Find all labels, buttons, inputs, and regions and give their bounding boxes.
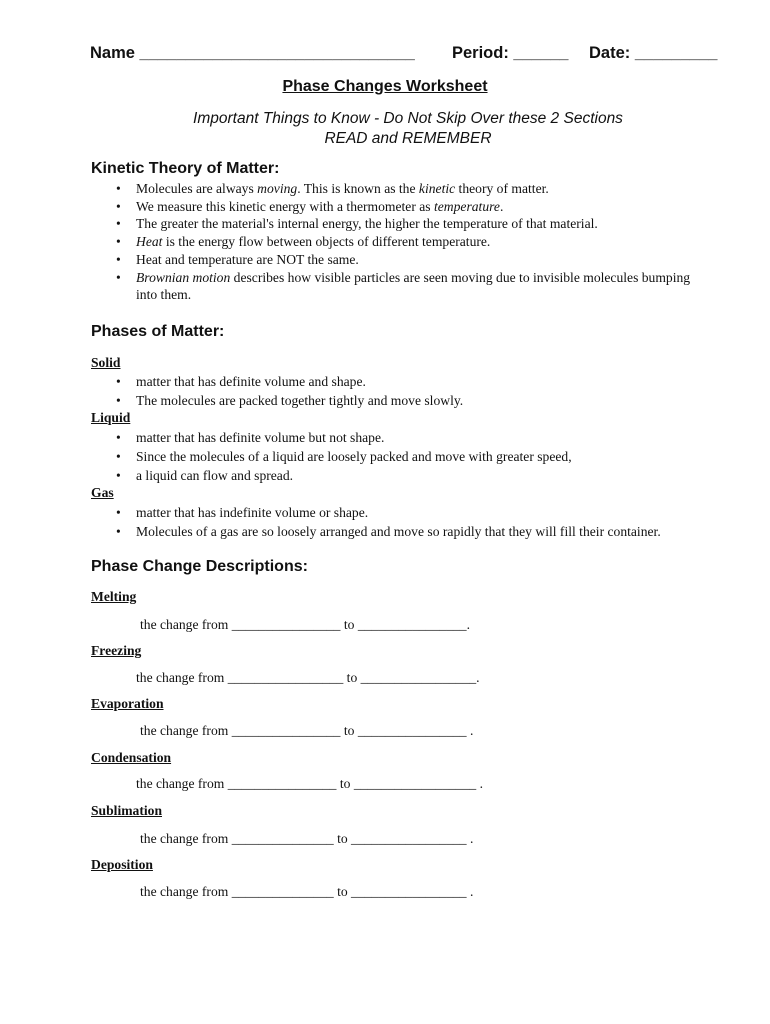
list-item: • matter that has definite volume and shape. xyxy=(90,372,463,391)
list-item: • Molecules of a gas are so loosely arranged and move so rapidly that they will fill their container. xyxy=(90,522,661,541)
sublimation-label: Sublimation xyxy=(91,803,163,818)
phases-heading: Phases of Matter: xyxy=(91,323,225,340)
freezing-label: Freezing xyxy=(91,643,142,658)
liquid-label: Liquid xyxy=(91,410,131,425)
list-item: • Heat and temperature are NOT the same. xyxy=(90,251,696,269)
descriptions-heading: Phase Change Descriptions: xyxy=(91,558,308,575)
list-item: • The greater the material's internal energy, the higher the temperature of that material. xyxy=(90,215,696,233)
name-field[interactable]: Name ______________________________ xyxy=(90,44,415,62)
list-item: • matter that has indefinite volume or shape. xyxy=(90,503,661,522)
melting-label: Melting xyxy=(91,589,137,604)
deposition-label: Deposition xyxy=(91,857,153,872)
worksheet-title: Phase Changes Worksheet xyxy=(282,78,488,95)
gas-list xyxy=(90,503,661,541)
evaporation-label: Evaporation xyxy=(91,696,164,711)
date-field[interactable]: Date: _________ xyxy=(589,44,718,62)
list-item: • The molecules are packed together tightly and move slowly. xyxy=(90,391,463,410)
kinetic-theory-heading: Kinetic Theory of Matter: xyxy=(91,160,280,177)
subtitle-line-1: Important Things to Know - Do Not Skip Over these 2 Sections xyxy=(193,110,623,127)
kinetic-theory-list xyxy=(90,180,696,304)
solid-label: Solid xyxy=(91,355,121,370)
condensation-label: Condensation xyxy=(91,750,172,765)
header-row xyxy=(90,44,720,68)
solid-list xyxy=(90,372,463,410)
condensation-blank-line[interactable]: the change from ________________ to __________________ . xyxy=(136,776,483,791)
list-item: • Heat is the energy flow between objects of different temperature. xyxy=(90,233,696,251)
list-item: • We measure this kinetic energy with a thermometer as temperature. xyxy=(90,198,696,216)
list-item: • Brownian motion describes how visible particles are seen moving due to invisible molecules bumping into them. xyxy=(90,269,696,304)
sublimation-blank-line[interactable]: the change from _______________ to _________________ . xyxy=(140,831,474,846)
worksheet-subtitle xyxy=(0,109,770,149)
freezing-blank-line[interactable]: the change from _________________ to _________________. xyxy=(136,670,480,685)
gas-label: Gas xyxy=(91,485,114,500)
list-item: • Since the molecules of a liquid are loosely packed and move with greater speed, xyxy=(90,447,572,466)
deposition-blank-line[interactable]: the change from _______________ to _________________ . xyxy=(140,884,474,899)
evaporation-blank-line[interactable]: the change from ________________ to ________________ . xyxy=(140,723,474,738)
period-field[interactable]: Period: ______ xyxy=(452,44,569,62)
list-item: • matter that has definite volume but not shape. xyxy=(90,428,572,447)
subtitle-line-2: READ and REMEMBER xyxy=(324,130,492,147)
melting-blank-line[interactable]: the change from ________________ to ________________. xyxy=(140,617,470,632)
list-item: • a liquid can flow and spread. xyxy=(90,466,572,485)
list-item: • Molecules are always moving. This is known as the kinetic theory of matter. xyxy=(90,180,696,198)
liquid-list xyxy=(90,428,572,485)
